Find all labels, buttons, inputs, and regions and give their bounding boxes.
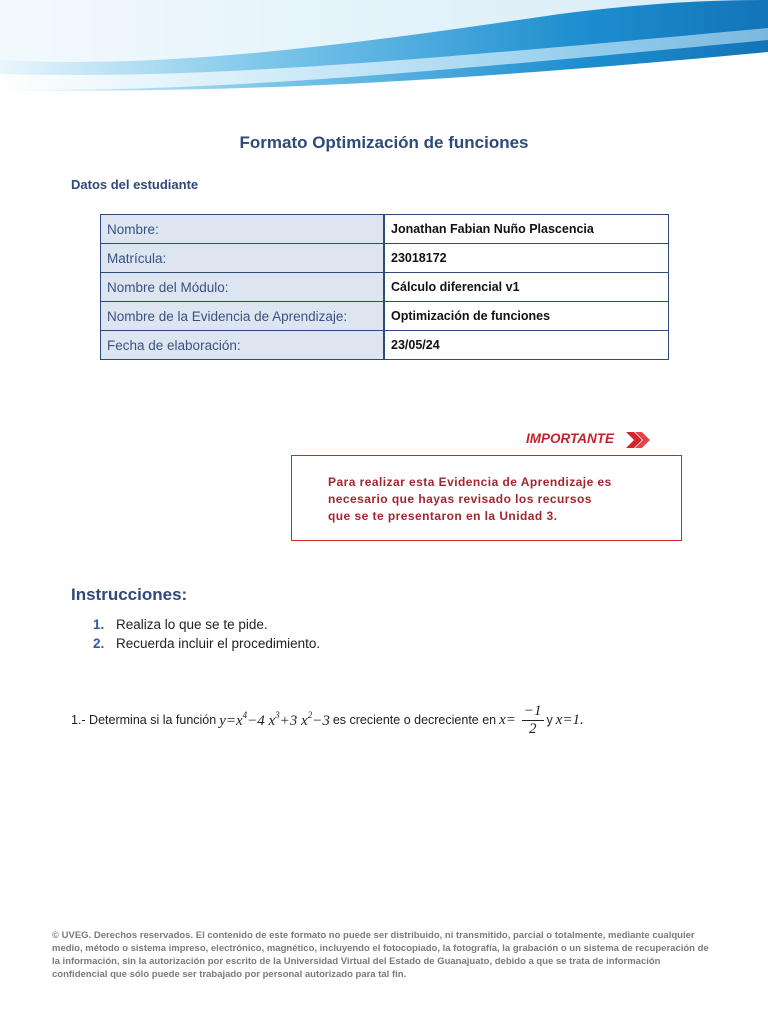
fraction-numerator: −1 <box>523 702 542 719</box>
x-equals: x= <box>499 711 516 728</box>
document-title: Formato Optimización de funciones <box>239 133 529 152</box>
table-row <box>101 302 669 331</box>
table-row <box>101 244 669 273</box>
item-number: 1. <box>93 617 105 632</box>
row-label: Matrícula: <box>101 244 385 273</box>
student-info-table <box>100 214 669 360</box>
item-text: Recuerda incluir el procedimiento. <box>116 636 321 651</box>
list-item <box>93 634 320 653</box>
fraction-denominator: 2 <box>528 720 537 737</box>
row-value: 23/05/24 <box>384 331 669 360</box>
row-label: Nombre de la Evidencia de Aprendizaje: <box>101 302 385 331</box>
row-value: Cálculo diferencial v1 <box>384 273 669 302</box>
question-prefix: 1.- Determina si la función <box>71 713 217 727</box>
row-label: Nombre: <box>101 215 385 244</box>
item-number: 2. <box>93 636 105 651</box>
row-value: Jonathan Fabian Nuño Plascencia <box>384 215 669 244</box>
list-item <box>93 615 320 634</box>
table-row <box>101 215 669 244</box>
notice-text: Para realizar esta Evidencia de Aprendizaje es necesario que hayas revisado los recursos que se te presentaron en la Unidad 3. <box>328 475 612 523</box>
table-row <box>101 273 669 302</box>
function-expression: $y=x^4-4$ $x^3+3$ $x^2-3$ <box>219 710 330 729</box>
item-text: Realiza lo que se te pide. <box>116 617 268 632</box>
x-equals-one: x=1. <box>555 711 584 728</box>
row-value: Optimización de funciones <box>384 302 669 331</box>
instructions-list <box>93 615 320 653</box>
row-label: Fecha de elaboración: <box>101 331 385 360</box>
row-value: 23018172 <box>384 244 669 273</box>
instructions-heading: Instrucciones: <box>71 585 188 604</box>
important-notice-box <box>291 455 682 541</box>
important-label: IMPORTANTE <box>526 431 615 446</box>
double-chevron-icon <box>624 428 652 452</box>
question-connector: y <box>546 713 553 727</box>
header-banner <box>0 0 768 96</box>
student-data-heading: Datos del estudiante <box>71 177 199 192</box>
copyright-footer: © UVEG. Derechos reservados. El contenido de este formato no puede ser distribuido, ni transmitido, parcial o totalmente, mediante cualquier medio, método o sistema impreso, electrónico, magnético, incluyendo el fotocopiado, la fotografía, la grabación o un sistema de recuperación de la información, sin la autorización por escrito de la Universidad Virtual del Estado de Guanajuato, debido a que se trata de información confidencial que sólo puede ser trabajado por personal autorizado para tal fin. <box>52 930 709 980</box>
question-1 <box>71 700 711 740</box>
question-middle: es creciente o decreciente en <box>332 713 497 727</box>
fraction <box>522 703 544 738</box>
row-label: Nombre del Módulo: <box>101 273 385 302</box>
table-row <box>101 331 669 360</box>
